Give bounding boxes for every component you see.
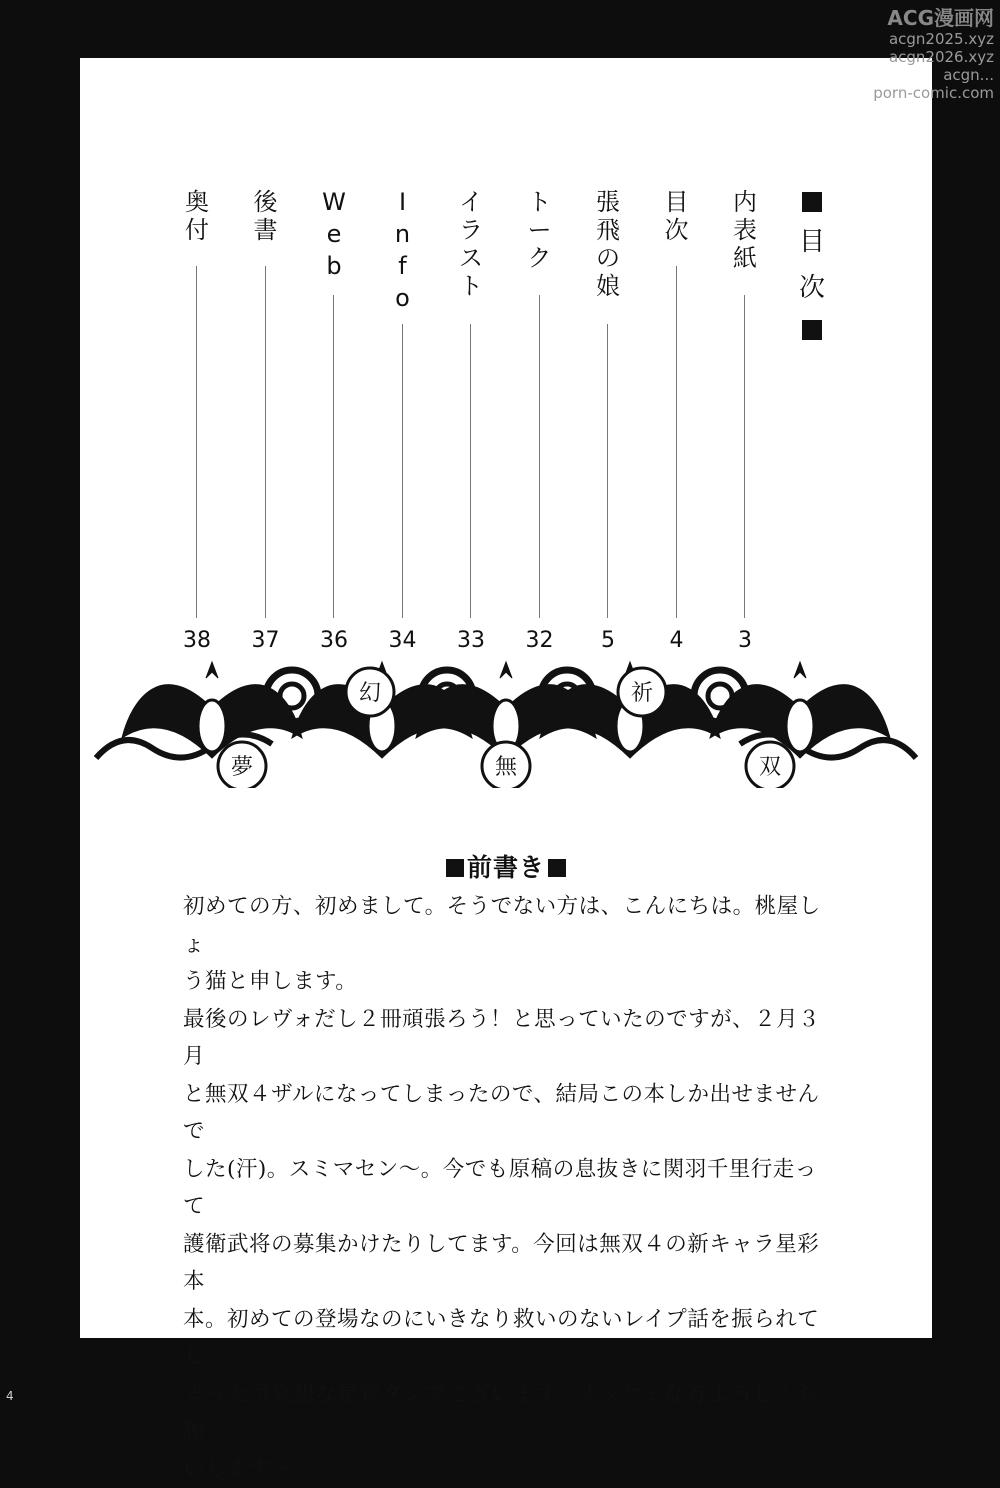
toc-title-char: 付 [185, 216, 209, 244]
toc-leader-line [607, 324, 608, 618]
bat-crown [206, 662, 218, 678]
toc-title-char: f [398, 252, 406, 280]
toc-page-number: 3 [725, 628, 765, 653]
toc-entry [451, 188, 491, 668]
toc-title-char: n [395, 220, 410, 248]
medallion-glyph: 夢 [231, 755, 253, 780]
toc-entry-title [725, 188, 765, 272]
toc-leader-line [470, 324, 471, 618]
toc-page-number: 4 [657, 628, 697, 653]
toc-title-char: 内 [733, 188, 757, 216]
toc-entry [177, 188, 217, 668]
toc-entry [383, 188, 423, 668]
toc-entry-title [383, 188, 423, 316]
watermark-line: acgn2026.xyz [873, 48, 994, 66]
toc-title-char: ト [459, 272, 483, 300]
toc-title-char: I [399, 188, 406, 216]
toc-title-char: 書 [254, 216, 278, 244]
toc-title-char: 張 [596, 188, 620, 216]
toc-page-number: 5 [588, 628, 628, 653]
toc-page-number: 33 [451, 628, 491, 653]
bat-crown [794, 662, 806, 678]
toc-title-char: b [326, 252, 341, 280]
preface-line: と無双４ザルになってしまったので、結局この本しか出せませんで [183, 1076, 838, 1151]
toc-leader-line [265, 266, 266, 618]
ornamental-border [92, 648, 920, 788]
preface-text [183, 888, 838, 1488]
bat-body [786, 700, 814, 752]
toc-heading-char: 目 [799, 228, 825, 256]
toc-leader-line [676, 266, 677, 618]
page-number: 4 [6, 1389, 14, 1403]
toc-entry-title [246, 188, 286, 244]
toc-title-char: 奥 [185, 188, 209, 216]
toc-title-char: 紙 [733, 244, 757, 272]
medallion-glyph: 祈 [631, 681, 653, 706]
toc-title-char: イ [459, 188, 483, 216]
preface-title: 前書き [80, 848, 932, 884]
toc-leader-line [402, 324, 403, 618]
toc-leader-line [196, 266, 197, 618]
toc-title-char: ー [528, 216, 552, 244]
toc-leader-line [333, 295, 334, 618]
title-square-right [548, 859, 566, 877]
toc-entry-title [451, 188, 491, 300]
heading-square-top [802, 192, 822, 212]
toc-entry-title [314, 188, 354, 284]
toc-title-char: 後 [254, 188, 278, 216]
heading-square-bottom [802, 320, 822, 340]
preface-line: 護衛武将の募集かけたりしてます。今回は無双４の新キャラ星彩本 [183, 1226, 838, 1301]
toc-title-char: e [327, 220, 342, 248]
toc-leader-line [744, 295, 745, 618]
toc-page-number: 32 [520, 628, 560, 653]
medallion-glyph: 幻 [359, 681, 381, 706]
toc-page-number: 36 [314, 628, 354, 653]
preface-line: まった可哀想な星彩タンでございます。オッケェな方よろしくお願 [183, 1376, 838, 1451]
bat-crown [500, 662, 512, 678]
toc-leader-line [539, 295, 540, 618]
watermark-line: acgn... [873, 66, 994, 84]
toc-title-char: W [322, 188, 346, 216]
toc-entry [725, 188, 765, 668]
bat-body [198, 700, 226, 752]
watermark-line: porn-comic.com [873, 84, 994, 102]
toc-title-char: 娘 [596, 272, 620, 300]
toc-entry [657, 188, 697, 668]
toc-entry [588, 188, 628, 668]
toc-title-char: ス [459, 244, 483, 272]
toc-title-char: 次 [665, 216, 689, 244]
toc-title-char: 目 [665, 188, 689, 216]
toc-entry [314, 188, 354, 668]
toc-page-number: 34 [383, 628, 423, 653]
preface-line: いします〜。 [183, 1451, 838, 1488]
toc-title-char: ク [528, 244, 552, 272]
preface-line: 本。初めての登場なのにいきなり救いのないレイプ話を振られてし [183, 1301, 838, 1376]
preface-line: した(汗)。スミマセン〜。今でも原稿の息抜きに関羽千里行走って [183, 1151, 838, 1226]
watermark-brand: ACG漫画网 [873, 6, 994, 30]
toc-page-number: 37 [246, 628, 286, 653]
toc-entry-title [520, 188, 560, 272]
document-page [80, 58, 932, 1338]
swirl-inner [708, 684, 732, 708]
swirl-inner [280, 684, 304, 708]
toc-entry [520, 188, 560, 668]
toc-entry-title [177, 188, 217, 244]
toc-heading-char: 次 [799, 274, 825, 302]
title-square-left [446, 859, 464, 877]
medallion-glyph: 無 [495, 755, 518, 780]
watermark-line: acgn2025.xyz [873, 30, 994, 48]
toc-entry-title [588, 188, 628, 300]
toc-entry-title [657, 188, 697, 244]
toc-title-char: ト [528, 188, 552, 216]
preface-line: 最後のレヴォだし２冊頑張ろう！と思っていたのですが、２月３月 [183, 1001, 838, 1076]
preface-line: う猫と申します。 [183, 963, 838, 1001]
toc-title-char: の [596, 244, 620, 272]
preface-line: 初めての方、初めまして。そうでない方は、こんにちは。桃屋しょ [183, 888, 838, 963]
watermark [873, 6, 994, 102]
medallion-glyph: 双 [759, 755, 781, 780]
toc-title-char: ラ [459, 216, 483, 244]
toc-heading [797, 190, 827, 342]
toc-title-char: 飛 [596, 216, 620, 244]
toc-title-char: o [395, 284, 410, 312]
toc-title-char: 表 [733, 216, 757, 244]
toc-entry [246, 188, 286, 668]
toc-page-number: 38 [177, 628, 217, 653]
